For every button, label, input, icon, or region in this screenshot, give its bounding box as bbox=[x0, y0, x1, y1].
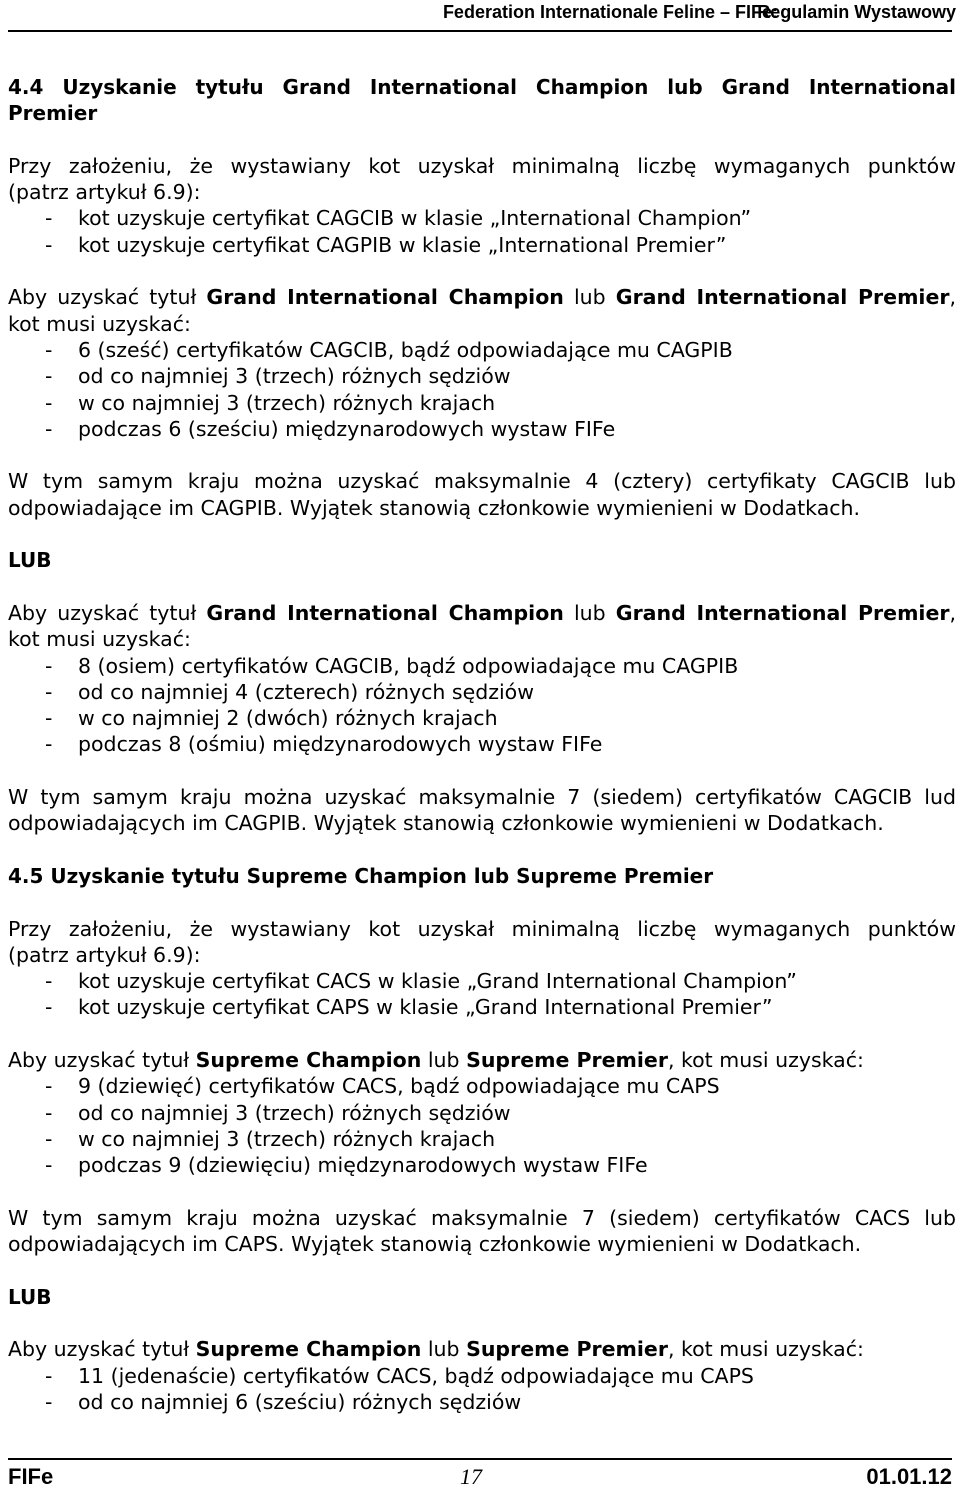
page-number: 17 bbox=[460, 1464, 482, 1489]
list-item: - od co najmniej 6 (sześciu) różnych sędziów bbox=[8, 1389, 956, 1415]
list-item: - od co najmniej 3 (trzech) różnych sędziów bbox=[8, 1100, 956, 1126]
list-item: - 6 (sześć) certyfikatów CAGCIB, bądź odpowiadające mu CAGPIB bbox=[8, 337, 956, 363]
s45-intro-line1: Przy założeniu, że wystawiany kot uzyskał minimalną liczbę wymaganych punktów bbox=[8, 916, 956, 941]
footer-date: 01.01.12 bbox=[866, 1464, 952, 1489]
s44-or-label: LUB bbox=[8, 548, 52, 573]
s45-intro-line2: (patrz artykuł 6.9): bbox=[8, 942, 201, 967]
list-item: - od co najmniej 3 (trzech) różnych sędziów bbox=[8, 363, 956, 389]
header-title-right: Regulamin Wystawowy bbox=[757, 2, 956, 22]
list-item: - kot uzyskuje certyfikat CAPS w klasie „Grand International Premier” bbox=[8, 994, 956, 1020]
s44-option1-requirements bbox=[8, 337, 956, 442]
s45-option1-note-line1: W tym samym kraju można uzyskać maksymalnie 7 (siedem) certyfikatów CACS lub bbox=[8, 1205, 956, 1230]
list-item: - od co najmniej 4 (czterech) różnych sędziów bbox=[8, 679, 956, 705]
s45-option2-intro: Aby uzyskać tytuł Supreme Champion lub Supreme Premier, kot musi uzyskać: bbox=[8, 1337, 864, 1362]
header-divider bbox=[8, 30, 952, 32]
list-item: - kot uzyskuje certyfikat CAGPIB w klasie „International Premier” bbox=[8, 232, 956, 258]
footer-org: FIFe bbox=[8, 1464, 54, 1489]
s44-option2-requirements bbox=[8, 653, 956, 758]
page-header bbox=[0, 0, 960, 34]
list-item: - podczas 6 (sześciu) międzynarodowych wystaw FIFe bbox=[8, 416, 956, 442]
s44-option1-note-line1: W tym samym kraju można uzyskać maksymalnie 4 (cztery) certyfikaty CAGCIB lub bbox=[8, 469, 956, 494]
s44-option1-intro: Aby uzyskać tytuł Grand International Champion lub Grand International Premier, kot musi uzyskać: bbox=[8, 285, 956, 336]
s44-intro-line2: (patrz artykuł 6.9): bbox=[8, 180, 201, 205]
footer-divider bbox=[8, 1458, 952, 1460]
s44-option2-intro: Aby uzyskać tytuł Grand International Champion lub Grand International Premier, kot musi uzyskać: bbox=[8, 600, 956, 652]
s45-option2-requirements bbox=[8, 1363, 956, 1416]
s45-option1-requirements bbox=[8, 1073, 956, 1178]
s44-conditions-list bbox=[8, 205, 956, 258]
section-4-4-heading: 4.4 Uzyskanie tytułu Grand International Champion lub Grand International Premier bbox=[8, 75, 956, 126]
s45-option1-intro: Aby uzyskać tytuł Supreme Champion lub Supreme Premier, kot musi uzyskać: bbox=[8, 1047, 864, 1072]
s44-intro-line1: Przy założeniu, że wystawiany kot uzyskał minimalną liczbę wymaganych punktów bbox=[8, 153, 956, 178]
section-4-5-heading: 4.5 Uzyskanie tytułu Supreme Champion lub Supreme Premier bbox=[8, 863, 714, 888]
list-item: - kot uzyskuje certyfikat CAGCIB w klasie „International Champion” bbox=[8, 205, 956, 231]
s44-option2-note-line2: odpowiadających im CAGPIB. Wyjątek stanowią członkowie wymienieni w Dodatkach. bbox=[8, 811, 884, 836]
s44-option2-note-line1: W tym samym kraju można uzyskać maksymalnie 7 (siedem) certyfikatów CAGCIB lud bbox=[8, 785, 956, 810]
s45-conditions-list bbox=[8, 968, 956, 1021]
header-title-left: Federation Internationale Feline – FIFe: bbox=[442, 2, 778, 22]
document-body bbox=[8, 74, 956, 1415]
list-item: - 11 (jedenaście) certyfikatów CACS, bądź odpowiadające mu CAPS bbox=[8, 1363, 956, 1389]
s45-option1-note-line2: odpowiadających im CAPS. Wyjątek stanowią członkowie wymienieni w Dodatkach. bbox=[8, 1232, 862, 1257]
list-item: - w co najmniej 2 (dwóch) różnych krajach bbox=[8, 705, 956, 731]
list-item: - podczas 9 (dziewięciu) międzynarodowych wystaw FIFe bbox=[8, 1152, 956, 1178]
list-item: - 9 (dziewięć) certyfikatów CACS, bądź odpowiadające mu CAPS bbox=[8, 1073, 956, 1099]
s44-option1-note-line2: odpowiadające im CAGPIB. Wyjątek stanowią członkowie wymienieni w Dodatkach. bbox=[8, 495, 861, 520]
list-item: - w co najmniej 3 (trzech) różnych krajach bbox=[8, 390, 956, 416]
list-item: - w co najmniej 3 (trzech) różnych krajach bbox=[8, 1126, 956, 1152]
list-item: - 8 (osiem) certyfikatów CAGCIB, bądź odpowiadające mu CAGPIB bbox=[8, 653, 956, 679]
page-footer bbox=[8, 1462, 956, 1489]
s45-or-label: LUB bbox=[8, 1284, 52, 1309]
list-item: - podczas 8 (ośmiu) międzynarodowych wystaw FIFe bbox=[8, 731, 956, 757]
list-item: - kot uzyskuje certyfikat CACS w klasie „Grand International Champion” bbox=[8, 968, 956, 994]
